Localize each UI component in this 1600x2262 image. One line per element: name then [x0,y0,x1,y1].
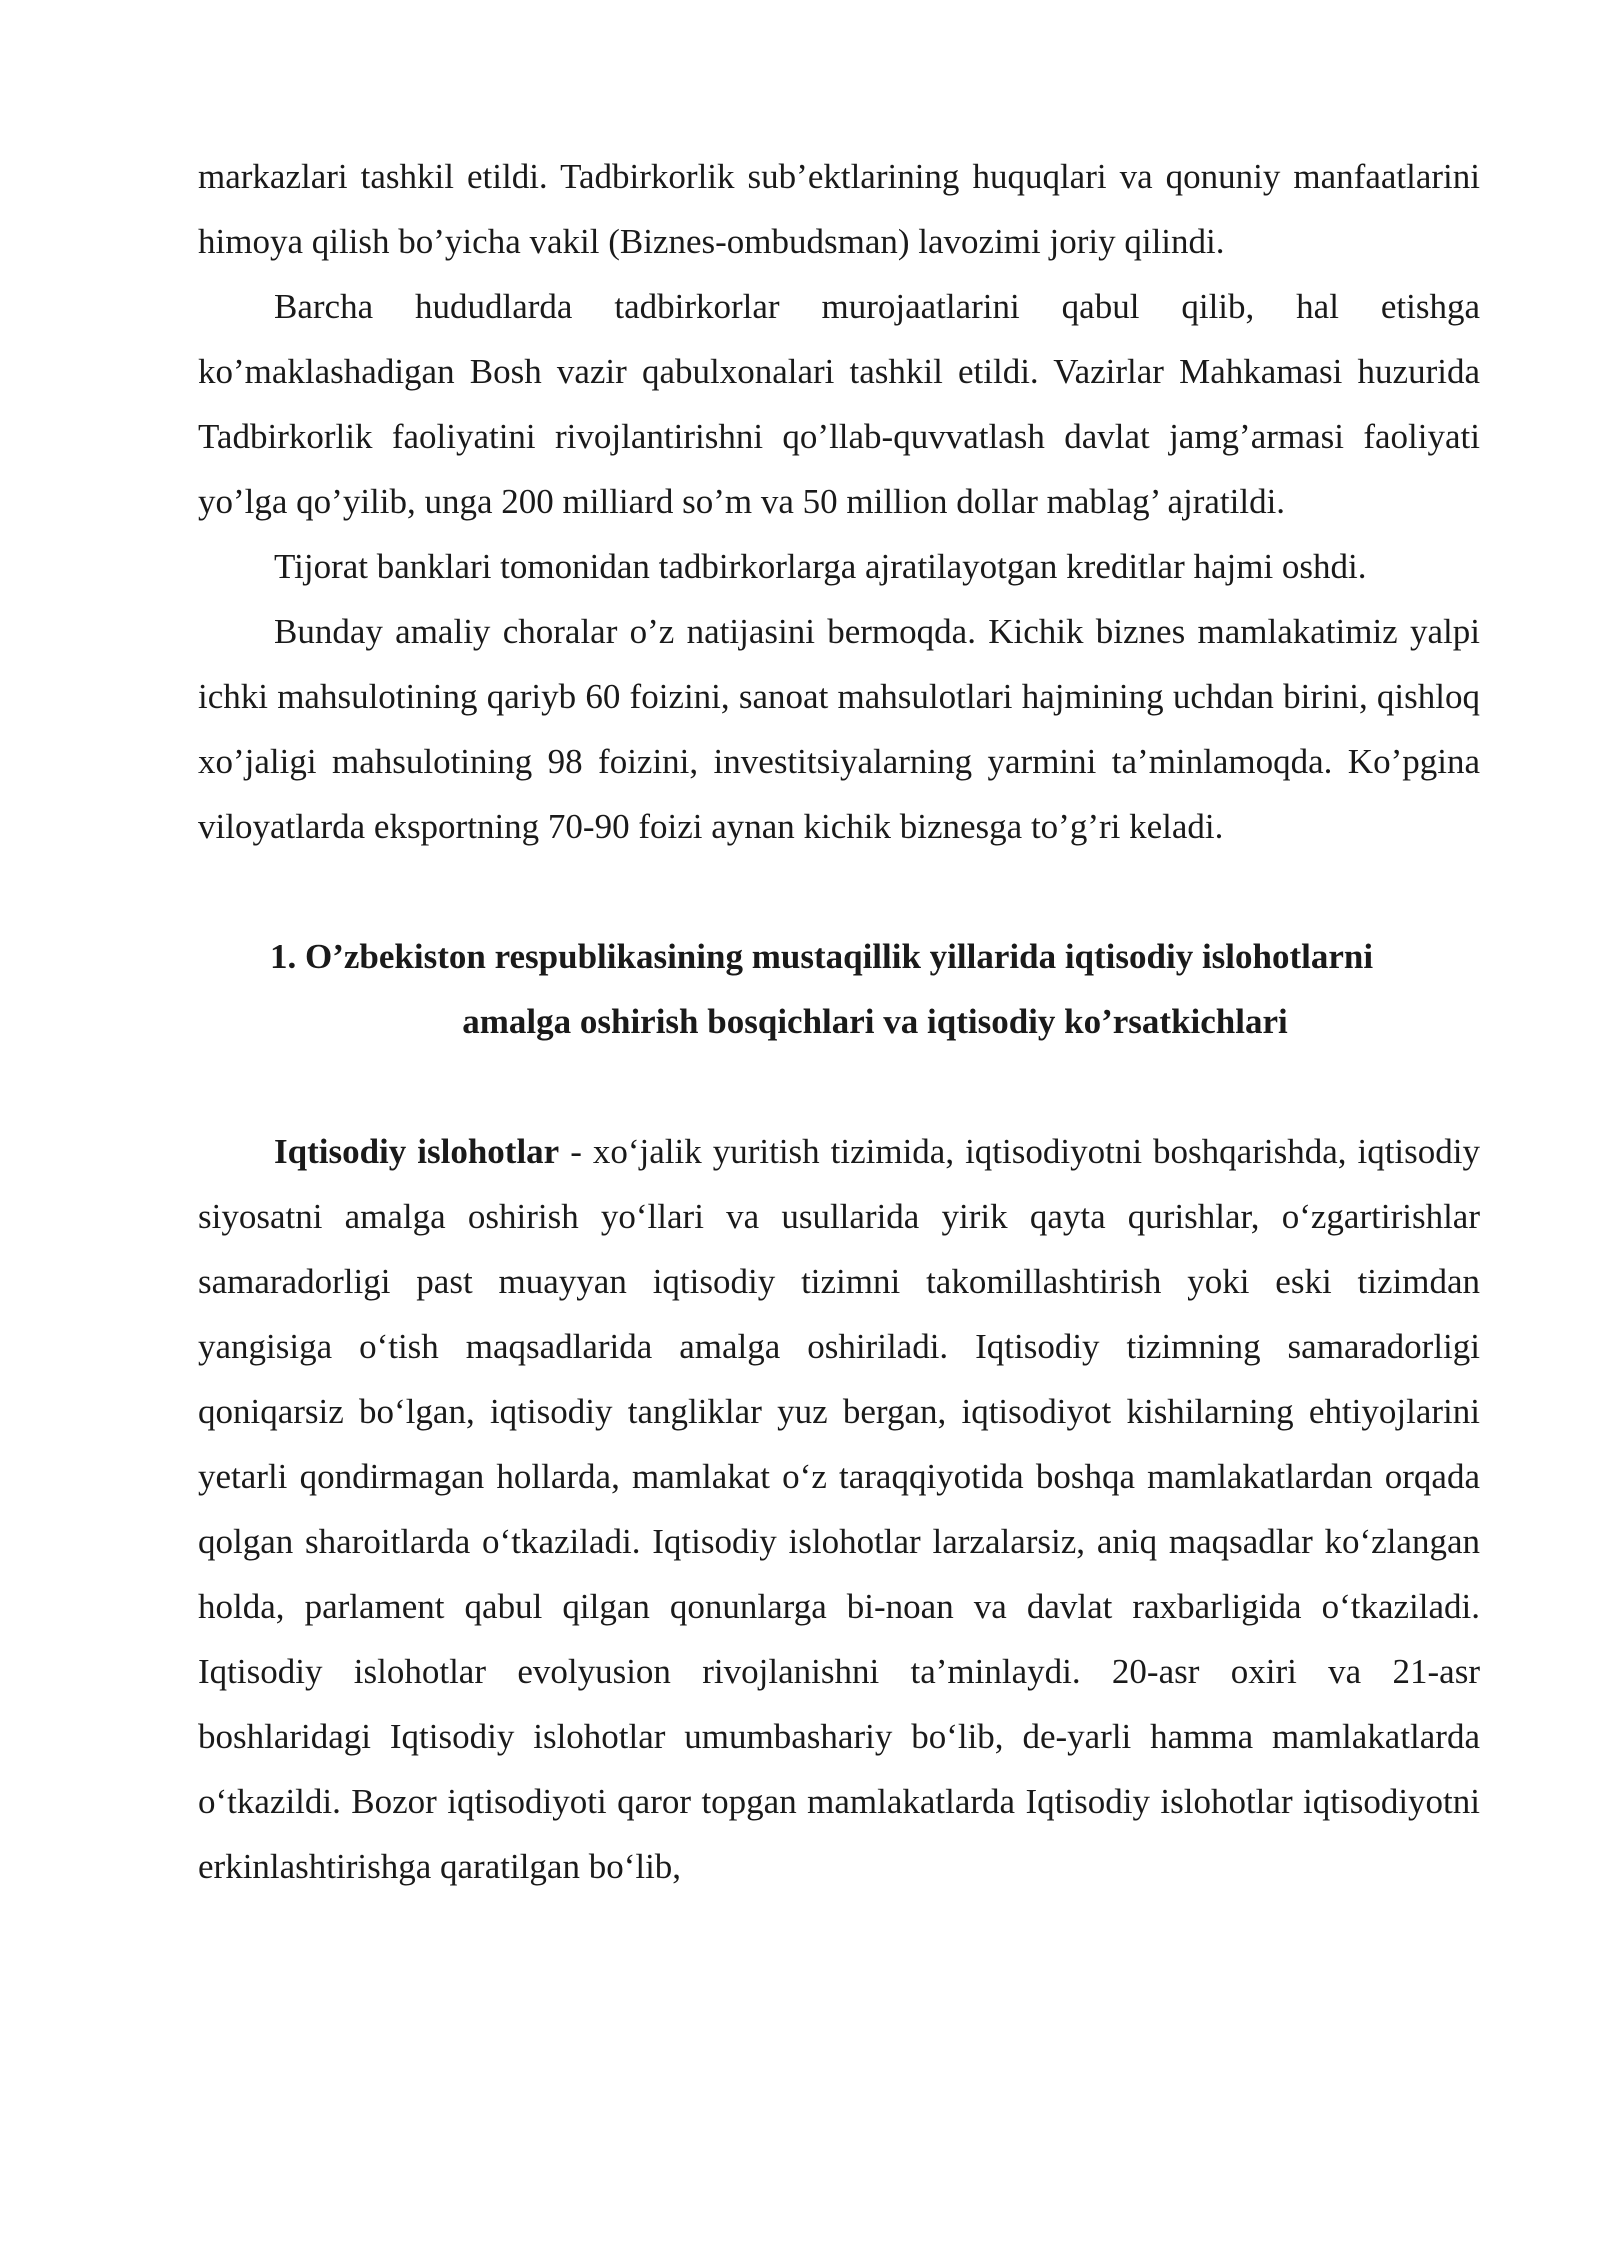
definition-text: - xo‘jalik yuritish tizimida, iqtisodiyotni boshqarishda, iqtisodiy siyosatni amalga oshirish yo‘llari va usullarida yirik qayta qurishlar, o‘zgartirishlar samaradorligi past muayyan iqtisodiy tizimni takomillashtirish yoki eski tizimdan yangisiga o‘tish maqsadlarida amalga oshiriladi. Iqtisodiy tizimning samaradorligi qoniqarsiz bo‘lgan, iqtisodiy tangliklar yuz bergan, iqtisodiyot kishilarning ehtiyojlarini yetarli qondirmagan hollarda, mamlakat o‘z taraqqiyotida boshqa mamlakatlardan orqada qolgan sharoitlarda o‘tkaziladi. Iqtisodiy islohotlar larzalarsiz, aniq maqsadlar ko‘zlangan holda, parlament qabul qilgan qonunlarga bi-noan va davlat raxbarligida o‘tkaziladi. Iqtisodiy islohotlar evolyusion rivojlanishni ta’minlaydi. 20-asr oxiri va 21-asr boshlaridagi Iqtisodiy islohotlar umumbashariy bo‘lib, de-yarli hamma mamlakatlarda o‘tkazildi. Bozor iqtisodiyoti qaror topgan mamlakatlarda Iqtisodiy islohotlar iqtisodiyotni erkinlashtirishga qaratilgan bo‘lib, [198,1132,1480,1886]
document-body [198,144,1480,1899]
section-heading [198,924,1480,1054]
paragraph-2: Barcha hududlarda tadbirkorlar murojaatlarini qabul qilib, hal etishga ko’maklashadigan Bosh vazir qabulxonalari tashkil etildi. Vazirlar Mahkamasi huzurida Tadbirkorlik faoliyatini rivojlantirishni qo’llab-quvvatlash davlat jamg’armasi faoliyati yo’lga qo’yilib, unga 200 milliard so’m va 50 million dollar mablag’ ajratildi. [198,287,1480,521]
defined-term: Iqtisodiy islohotlar [274,1132,560,1171]
section-heading-line-1: 1. O’zbekiston respublikasining mustaqillik yillarida iqtisodiy islohotlarni [270,937,1374,976]
paragraph-5 [198,1119,1480,1899]
paragraph-3: Tijorat banklari tomonidan tadbirkorlarga ajratilayotgan kreditlar hajmi oshdi. [274,547,1367,586]
section-heading-line-2: amalga oshirish bosqichlari va iqtisodiy ko’rsatkichlari [462,1002,1288,1041]
paragraph-4: Bunday amaliy choralar o’z natijasini bermoqda. Kichik biznes mamlakatimiz yalpi ichki mahsulotining qariyb 60 foizini, sanoat mahsulotlari hajmining uchdan birini, qishloq xo’jaligi mahsulotining 98 foizini, investitsiyalarning yarmini ta’minlamoqda. Ko’pgina viloyatlarda eksportning 70-90 foizi aynan kichik biznesga to’g’ri keladi. [198,612,1480,846]
paragraph-1: markazlari tashkil etildi. Tadbirkorlik sub’ektlarining huquqlari va qonuniy manfaatlarini himoya qilish bo’yicha vakil (Biznes-ombudsman) lavozimi joriy qilindi. [198,157,1480,261]
